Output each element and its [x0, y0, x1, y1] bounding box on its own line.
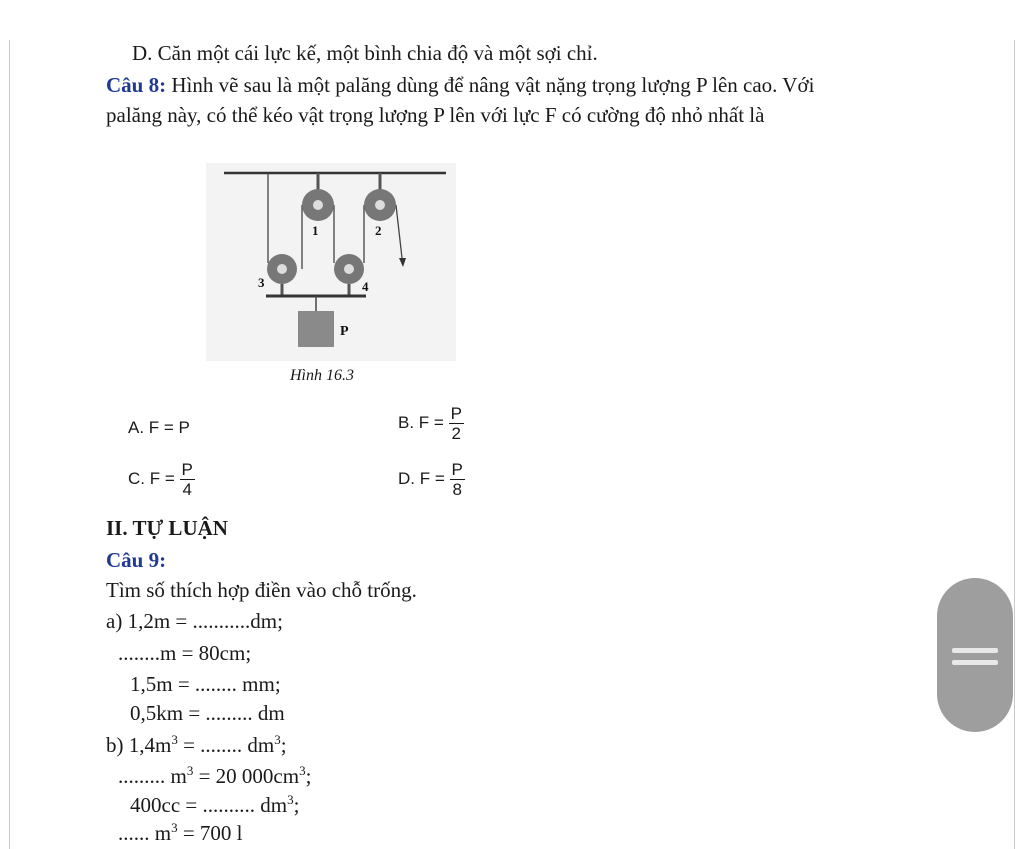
figure-caption: Hình 16.3 — [290, 367, 354, 384]
option-b-prefix: B. F = — [398, 412, 444, 432]
item-b3: 400cc = .......... $dm^3$; — [130, 792, 300, 817]
option-a: A. F = P — [128, 418, 190, 437]
pulley-label-4: 4 — [362, 279, 369, 294]
question-9-label: Câu 9: — [106, 548, 167, 572]
option-c-prefix: C. F = — [128, 468, 175, 488]
handle-grip-line — [952, 648, 998, 653]
handle-grip-line — [952, 660, 998, 665]
item-b1: b) $1,4m^3$ = ........ $dm^3$; — [106, 732, 287, 757]
previous-option-d: D. Căn một cái lực kế, một bình chia độ và một sợi chỉ. — [132, 41, 598, 65]
scroll-handle[interactable] — [937, 578, 1013, 732]
question-8 — [106, 72, 814, 98]
section-title: II. TỰ LUẬN — [106, 516, 228, 540]
option-c — [128, 460, 195, 499]
option-b — [398, 404, 464, 443]
item-a3: 1,5m = ........ mm; — [130, 672, 281, 696]
question-8-text-cont: palăng này, có thể kéo vật trọng lượng P lên với lực F có cường độ nhỏ nhất là — [106, 103, 765, 127]
option-d-fraction: $\frac{P}{8}$ — [451, 460, 463, 499]
option-c-fraction: $\frac{P}{4}$ — [181, 460, 193, 499]
question-8-text: Hình vẽ sau là một palăng dùng để nâng vật nặng trọng lượng P lên cao. Với — [166, 73, 815, 97]
question-8-label: Câu 8: — [106, 73, 167, 97]
item-b2: ......... $m^3 = 20$ $000cm^3$; — [118, 763, 312, 788]
question-9-text: Tìm số thích hợp điền vào chỗ trống. — [106, 578, 417, 602]
option-d-prefix: D. F = — [398, 468, 445, 488]
option-d — [398, 460, 465, 499]
pulley-label-2: 2 — [375, 223, 382, 238]
item-a4: 0,5km = ......... dm — [130, 701, 285, 725]
page-edge-left — [9, 40, 10, 849]
option-b-fraction: $\frac{P}{2}$ — [450, 404, 462, 443]
pulley-figure — [206, 163, 456, 361]
pulley-label-3: 3 — [258, 275, 265, 290]
pulley-label-1: 1 — [312, 223, 319, 238]
item-a2: ........m = 80cm; — [118, 641, 252, 665]
weight-label-p: P — [340, 324, 349, 339]
page-edge-right — [1014, 40, 1015, 849]
item-a1: a) 1,2m = ...........dm; — [106, 609, 283, 633]
item-b4: ...... $m^3 = 700$ l — [118, 820, 243, 845]
